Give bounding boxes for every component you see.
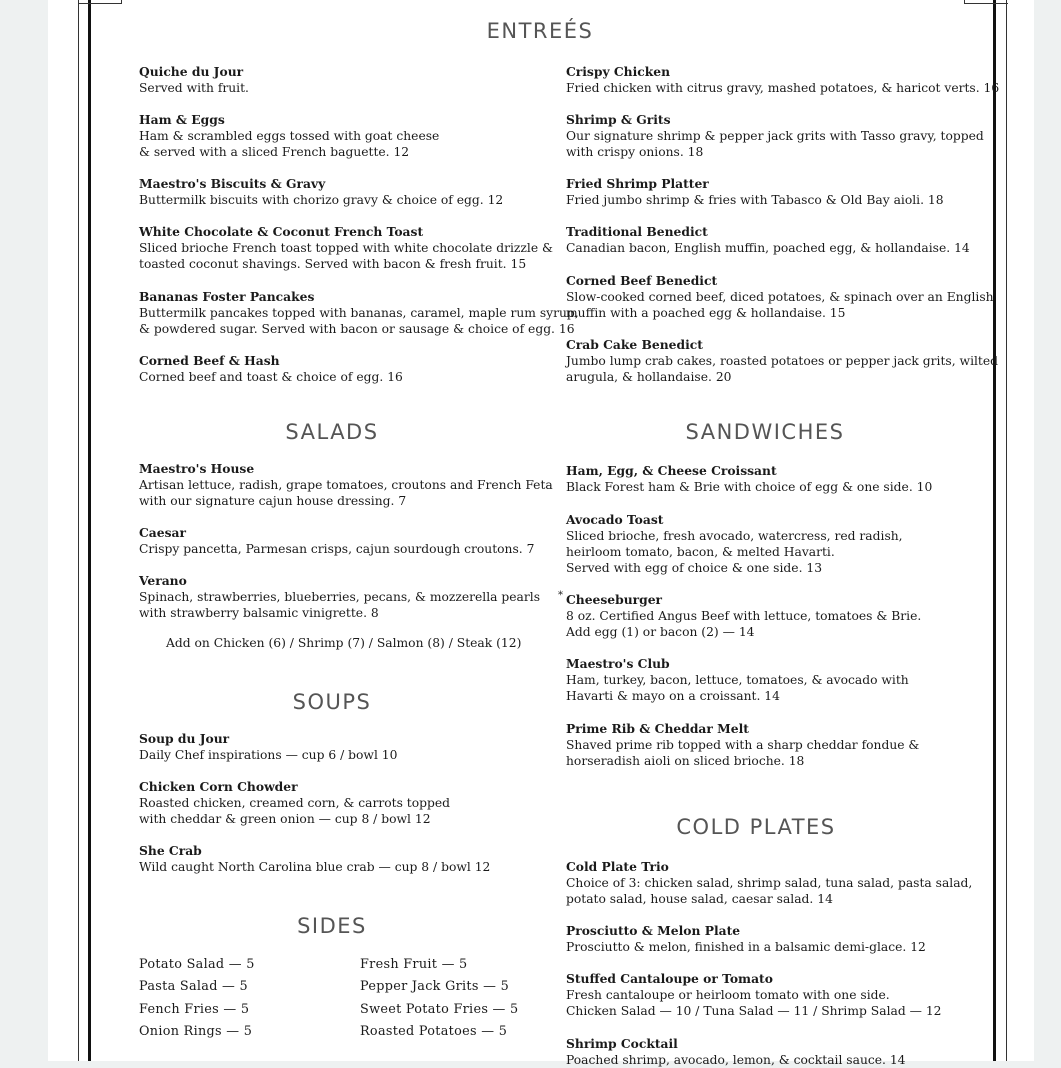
- section-heading-soups: SOUPS: [292, 690, 372, 714]
- item-desc: Roasted chicken, creamed corn, & carrots topped with cheddar & green onion — cup 8 / bowl 12: [139, 796, 451, 826]
- item-name: Prosciutto & Melon Plate: [566, 923, 741, 938]
- menu-item: [566, 721, 919, 769]
- side-item: Roasted Potatoes — 5: [360, 1024, 508, 1039]
- menu-item: [566, 337, 998, 385]
- item-name: Avocado Toast: [566, 512, 664, 527]
- item-desc: Spinach, strawberries, blueberries, pecans, & mozzerella pearls with strawberry balsamic vinigrette. 8: [139, 590, 541, 620]
- item-desc: Buttermilk pancakes topped with bananas, caramel, maple rum syrup, & powdered sugar. Served with bacon or sausage & choice of egg. 16: [139, 306, 579, 336]
- item-name: Maestro's House: [139, 461, 255, 476]
- item-desc: Shaved prime rib topped with a sharp cheddar fondue & horseradish aioli on sliced brioche. 18: [566, 738, 920, 768]
- item-desc: Daily Chef inspirations — cup 6 / bowl 10: [139, 748, 398, 762]
- section-heading-cold-plates: COLD PLATES: [676, 815, 836, 839]
- menu-item: [139, 843, 490, 875]
- item-name: Chicken Corn Chowder: [139, 779, 298, 794]
- section-heading-entrees: ENTREÉS: [486, 19, 594, 43]
- menu-item: [566, 656, 909, 704]
- menu-item: [139, 461, 553, 509]
- section-heading-sandwiches: SANDWICHES: [685, 420, 845, 444]
- item-desc: Buttermilk biscuits with chorizo gravy & choice of egg. 12: [139, 193, 504, 207]
- item-name: Soup du Jour: [139, 731, 230, 746]
- menu-item: [566, 971, 941, 1019]
- item-name: Shrimp Cocktail: [566, 1036, 678, 1051]
- menu-item: [139, 525, 534, 557]
- frame-corner-left: [78, 0, 122, 4]
- menu-item: [566, 512, 903, 576]
- item-name: White Chocolate & Coconut French Toast: [139, 224, 424, 239]
- menu-item: [139, 64, 249, 96]
- item-desc: Served with fruit.: [139, 81, 249, 95]
- side-item: Fresh Fruit — 5: [360, 957, 468, 972]
- item-name: Corned Beef & Hash: [139, 353, 280, 368]
- item-name: Shrimp & Grits: [566, 112, 671, 127]
- item-desc: Fried jumbo shrimp & fries with Tabasco & Old Bay aioli. 18: [566, 193, 944, 207]
- item-name: Prime Rib & Cheddar Melt: [566, 721, 749, 736]
- menu-item: [566, 463, 932, 495]
- menu-item: [139, 573, 540, 621]
- item-desc: Our signature shrimp & pepper jack grits with Tasso gravy, topped with crispy onions. 18: [566, 129, 984, 159]
- item-desc: Prosciutto & melon, finished in a balsamic demi-glace. 12: [566, 940, 926, 954]
- salad-addon-note: Add on Chicken (6) / Shrimp (7) / Salmon (8) / Steak (12): [166, 636, 522, 650]
- item-desc: Black Forest ham & Brie with choice of egg & one side. 10: [566, 480, 933, 494]
- item-desc: Artisan lettuce, radish, grape tomatoes, croutons and French Feta with our signature cajun house dressing. 7: [139, 478, 553, 508]
- item-name: She Crab: [139, 843, 202, 858]
- item-desc: Canadian bacon, English muffin, poached egg, & hollandaise. 14: [566, 241, 970, 255]
- side-item: Pepper Jack Grits — 5: [360, 979, 510, 994]
- menu-item: [566, 176, 944, 208]
- frame-corner-right: [964, 0, 1008, 4]
- menu-item: [139, 289, 579, 337]
- item-name: Maestro's Club: [566, 656, 670, 671]
- item-name: Maestro's Biscuits & Gravy: [139, 176, 326, 191]
- menu-item: [139, 224, 553, 272]
- item-name: Ham & Eggs: [139, 112, 225, 127]
- frame-line-left: [88, 0, 91, 1061]
- frame-line-right-thin: [1006, 0, 1007, 1061]
- item-name: Crab Cake Benedict: [566, 337, 703, 352]
- menu-item: [566, 923, 926, 955]
- item-desc: Slow-cooked corned beef, diced potatoes, & spinach over an English muffin with a poached egg & hollandaise. 15: [566, 290, 994, 320]
- asterisk-mark: *: [558, 590, 563, 601]
- item-name: Corned Beef Benedict: [566, 273, 718, 288]
- menu-item: [566, 859, 972, 907]
- item-name: Ham, Egg, & Cheese Croissant: [566, 463, 777, 478]
- menu-item: [139, 779, 450, 827]
- menu-item: [566, 64, 999, 96]
- item-name: Cheeseburger: [566, 592, 663, 607]
- item-name: Bananas Foster Pancakes: [139, 289, 315, 304]
- item-name: Caesar: [139, 525, 186, 540]
- side-item: Potato Salad — 5: [139, 957, 255, 972]
- menu-item: [566, 273, 994, 321]
- item-desc: Ham, turkey, bacon, lettuce, tomatoes, & avocado with Havarti & mayo on a croissant. 14: [566, 673, 909, 703]
- item-name: Quiche du Jour: [139, 64, 244, 79]
- item-name: Cold Plate Trio: [566, 859, 669, 874]
- menu-item: [139, 353, 403, 385]
- item-desc: Ham & scrambled eggs tossed with goat cheese & served with a sliced French baguette. 12: [139, 129, 440, 159]
- side-item: Onion Rings — 5: [139, 1024, 253, 1039]
- item-desc: Fried chicken with citrus gravy, mashed potatoes, & haricot verts. 16: [566, 81, 1000, 95]
- item-name: Traditional Benedict: [566, 224, 708, 239]
- item-desc: Crispy pancetta, Parmesan crisps, cajun sourdough croutons. 7: [139, 542, 535, 556]
- item-name: Verano: [139, 573, 187, 588]
- item-name: Crispy Chicken: [566, 64, 671, 79]
- item-desc: 8 oz. Certified Angus Beef with lettuce, tomatoes & Brie. Add egg (1) or bacon (2) — 14: [566, 609, 922, 639]
- menu-item: [566, 592, 921, 640]
- menu-item: [566, 1036, 906, 1068]
- item-name: Fried Shrimp Platter: [566, 176, 709, 191]
- menu-item: [139, 731, 397, 763]
- item-desc: Wild caught North Carolina blue crab — cup 8 / bowl 12: [139, 860, 491, 874]
- item-desc: Jumbo lump crab cakes, roasted potatoes or pepper jack grits, wilted arugula, & hollandaise. 20: [566, 354, 999, 384]
- menu-item: [139, 112, 439, 160]
- side-item: Sweet Potato Fries — 5: [360, 1002, 519, 1017]
- side-item: Pasta Salad — 5: [139, 979, 248, 994]
- frame-line-right: [993, 0, 996, 1061]
- menu-item: [566, 112, 984, 160]
- frame-line-left-thin: [78, 0, 79, 1061]
- section-heading-sides: SIDES: [297, 914, 367, 938]
- item-name: Stuffed Cantaloupe or Tomato: [566, 971, 773, 986]
- item-desc: Sliced brioche French toast topped with white chocolate drizzle & toasted coconut shavings. Served with bacon & fresh fruit. 15: [139, 241, 553, 271]
- item-desc: Sliced brioche, fresh avocado, watercress, red radish, heirloom tomato, bacon, & melted Havarti. Served with egg of choice & one side. 13: [566, 529, 903, 575]
- item-desc: Poached shrimp, avocado, lemon, & cocktail sauce. 14: [566, 1053, 906, 1067]
- item-desc: Fresh cantaloupe or heirloom tomato with one side. Chicken Salad — 10 / Tuna Salad — 11 / Shrimp Salad — 12: [566, 988, 942, 1018]
- menu-item: [566, 224, 970, 256]
- section-heading-salads: SALADS: [285, 420, 379, 444]
- side-item: Fench Fries — 5: [139, 1002, 250, 1017]
- item-desc: Choice of 3: chicken salad, shrimp salad, tuna salad, pasta salad, potato salad, house salad, caesar salad. 14: [566, 876, 973, 906]
- item-desc: Corned beef and toast & choice of egg. 16: [139, 370, 403, 384]
- menu-item: [139, 176, 503, 208]
